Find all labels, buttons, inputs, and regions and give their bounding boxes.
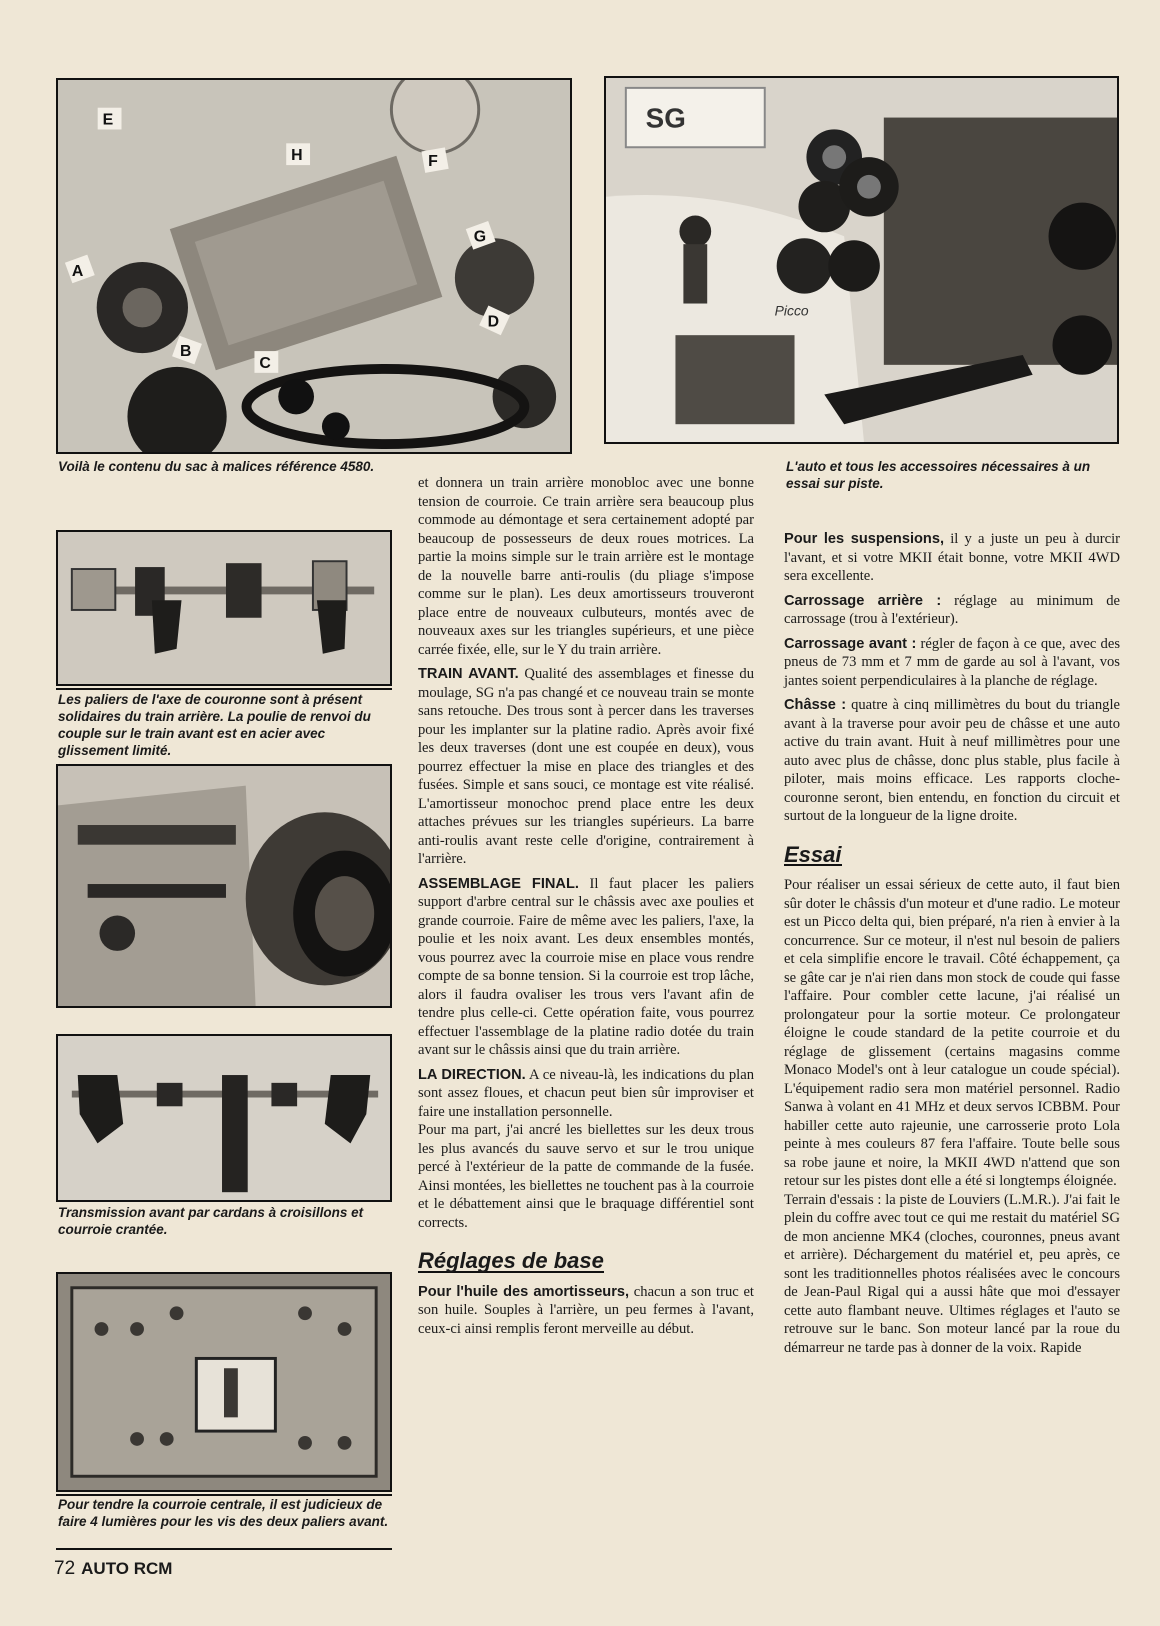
photo-central-belt: [56, 1272, 392, 1492]
bag-label-f: F: [428, 153, 438, 171]
article-column-2: [418, 474, 754, 1344]
section-heading-reglages: Réglages de base: [418, 1248, 604, 1273]
bag-label-g: G: [473, 228, 487, 246]
run-in-heading: ASSEMBLAGE FINAL.: [418, 875, 579, 892]
paragraph: Châsse : quatre à cinq millimètres du bout du triangle avant à la traverse pour avoir peu de châsse et une auto active du train avant. Huit à neuf millimètres pour une auto avec plus de châsse, donc plus stable, plus facile à piloter, mais moins efficace. Les rapports cloche-couronne seront, bien entendu, en fonction du circuit et surtout de la longueur de la ligne droite.: [784, 697, 1120, 824]
photo-front-transmission: [56, 1034, 392, 1202]
caption-rule-3: [56, 1548, 392, 1550]
paragraph: ASSEMBLAGE FINAL. Il faut placer les paliers support d'arbre central sur le châssis avec axe poulies et grande courroie. Faire de même avec les paliers, l'axe, la poulie et les noix avant. Les deux ensembles montés, vous pourrez avec la courroie mise en place vous rendre compte de sa bonne tension. Si la courroie est trop lâche, alors il faudra ovaliser les trous vers l'avant afin de tendre plus celle-ci. Cette opération faite, vous pourrez effectuer l'assemblage de la platine radio dotée du train avant sur le châssis ainsi que du train arrière.: [418, 875, 754, 1058]
page-footer: [54, 1558, 172, 1580]
run-in-heading: Pour l'huile des amortisseurs,: [418, 1283, 630, 1300]
paragraph: LA DIRECTION. A ce niveau-là, les indications du plan sont assez floues, et chacun peut bien sûr improviser et faire une installation personnelle.: [418, 1066, 754, 1120]
caption-central-belt: Pour tendre la courroie centrale, il est judicieux de faire 4 lumières pour les vis des deux paliers avant.: [58, 1497, 389, 1529]
run-in-heading: TRAIN AVANT.: [418, 666, 519, 682]
paragraph: Pour l'huile des amortisseurs, chacun a son truc et son huile. Souples à l'arrière, un peu fermes à l'avant, ceux-ci ainsi remplis feront merveille au début.: [418, 1283, 754, 1337]
run-in-heading: Pour les suspensions,: [784, 531, 944, 547]
article-column-3: [784, 530, 1120, 1363]
paragraph: Carrossage avant : régler de façon à ce que, avec des pneus de 73 mm et 7 mm de garde au sol à l'avant, vos jantes soient perpendiculaires à la planche de réglage.: [784, 635, 1120, 689]
bag-label-c: C: [259, 354, 271, 372]
caption-front-transmission: Transmission avant par cardans à croisillons et courroie crantée.: [58, 1205, 364, 1237]
photo-rear-axle: [56, 530, 392, 686]
run-in-heading: Châsse :: [784, 697, 847, 713]
paragraph: Pour ma part, j'ai ancré les biellettes sur les deux trous les plus avancés du sauve servo et sur le trou unique percé à l'extérieur de la patte de commande de la fusée. Ainsi montées, les biellettes ne touchent pas à la courroie et le débattement ainsi que le braquage différentiel sont corrects.: [418, 1122, 754, 1231]
bag-label-d: D: [487, 313, 500, 331]
caption-rule: [56, 688, 392, 690]
section-heading-essai: Essai: [784, 841, 842, 867]
bag-label-e: E: [102, 111, 114, 129]
paragraph: Terrain d'essais : la piste de Louviers (L.M.R.). J'ai fait le plein du coffre avec tout ce qui me restait du matériel SG de mon ancienne MK4 (cloches, couronnes, pneus avant et arrière). Déchargement du matériel et, peu après, ce sont les traditionnelles photos réalisées avec le concours de Jean-Paul Rigal qui a aussi hâte que moi d'essayer cette auto flambant neuve. Ultimes réglages et l'auto se retrouve sur le banc. Son moteur lancé par la roue du démarreur ne tarde pas à donner de la voix. Rapide: [784, 1191, 1120, 1356]
caption-rear-axle: Les paliers de l'axe de couronne sont à présent solidaires du train arrière. La poulie de renvoi du couple sur le train avant est en acier avec glissement limité.: [58, 692, 371, 758]
page-number: 72: [54, 1558, 76, 1579]
box-brand-label: SG: [645, 102, 686, 134]
paragraph: et donnera un train arrière monobloc avec une bonne tension de courroie. Ce train arrière sera beaucoup plus commode au démontage et sera certainement adopté par beaucoup de possesseurs de deux roues motrices. La partie la moins simple sur le train arrière est le montage de la nouvelle barre anti-roulis (du pliage s'impose comme sur le plan). Les deux amortisseurs trouveront place entre de nouveaux culbuteurs, montés avec de nouveaux axes sur les triangles supérieurs, et une pièce carrée fixée, elle, sur le Y du train arrière.: [418, 475, 754, 658]
engine-brand-label: Picco: [774, 302, 809, 319]
photo-front-chassis: [56, 764, 392, 1008]
run-in-heading: Carrossage avant :: [784, 635, 917, 652]
bag-label-a: A: [71, 262, 84, 280]
run-in-heading: Carrossage arrière :: [784, 592, 942, 609]
bag-label-h: H: [291, 147, 303, 165]
photo-kit-contents: [56, 78, 572, 454]
bag-label-b: B: [180, 343, 192, 361]
paragraph: Pour les suspensions, il y a juste un peu à durcir l'avant, et si votre MKII était bonne, votre MKII 4WD sera excellente.: [784, 531, 1120, 584]
caption-car-accessories: L'auto et tous les accessoires nécessaires à un essai sur piste.: [786, 459, 1091, 491]
paragraph: Carrossage arrière : réglage au minimum de carrossage (trou à l'extérieur).: [784, 592, 1120, 627]
magazine-name: AUTO RCM: [81, 1559, 173, 1578]
caption-kit-contents: Voilà le contenu du sac à malices référence 4580.: [58, 459, 375, 474]
paragraph: Pour réaliser un essai sérieux de cette auto, il faut bien sûr doter le châssis d'un moteur et d'une radio. Le moteur est un Picco delta qui, bien préparé, n'a rien à envier à la concurrence. Sur ce moteur, il n'est nul besoin de paliers et cela simplifie encore le travail. Côté échappement, ça se gâte car je n'ai rien dans mon stock de coude qui fasse l'affaire. Pour combler cette lacune, j'ai réalisé un prolongateur pour la sortie moteur. Ce prolongateur éloigne le coude standard de la petite courroie et du réglage de glissement (certains magasins comme Monaco Model's ont à leur catalogue un coude spécial). L'équipement radio sera mon matériel personnel. Radio Sanwa à volant en 41 MHz et deux servos ICBBM. Pour habiller cette auto rajeunie, une carrosserie proto Lola peinte à mes couleurs 87 fera l'affaire. Toute belle sous sa robe jaune et noire, la MKII 4WD n'attend que son retour sur les pistes dont elle a été si longtemps éloignée.: [784, 877, 1120, 1189]
run-in-heading: LA DIRECTION.: [418, 1066, 526, 1083]
photo-car-accessories: [604, 76, 1119, 444]
paragraph: TRAIN AVANT. Qualité des assemblages et finesse du moulage, SG n'a pas changé et ce nouveau train se monte sans retouche. Des trous sont à percer dans les traverses pour les implanter sur la platine radio. Après avoir fixé les deux traverses (dont une est coupée en deux), vous pourrez effectuer la mise en place des triangles et des fusées. Simple et sans souci, ce montage est vite réalisé. L'amortisseur monochoc prend place entre les deux attaches prévues sur les triangles supérieurs. La barre anti-roulis avant reste celle d'origine, contrairement à l'arrière.: [418, 666, 754, 867]
